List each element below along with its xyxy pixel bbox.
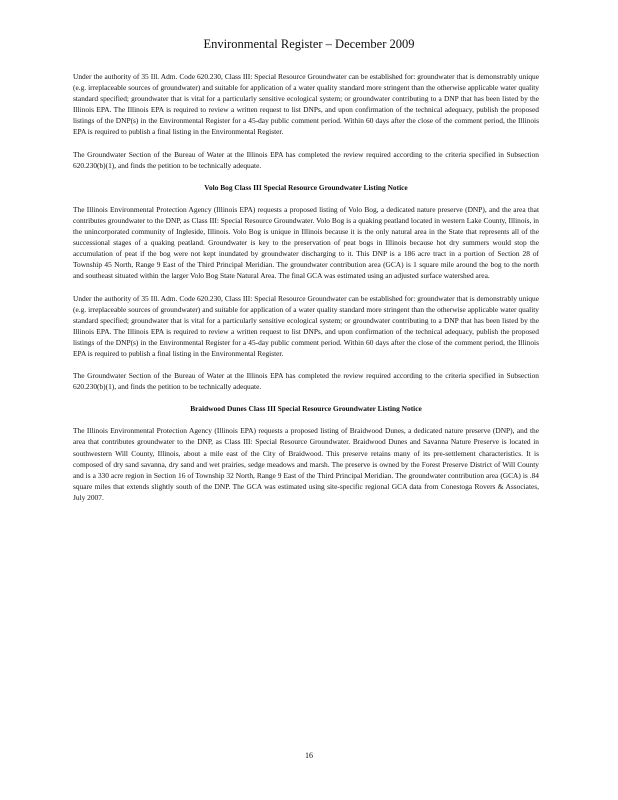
paragraph-volo-bog: The Illinois Environmental Protection Agency (Illinois EPA) requests a proposed listing of Volo Bog, a dedicated nature preserve (DNP), and the area that contributes groundwater to the DNP, as Class III: Special Resource Groundwater. Volo Bog is a quaking peatland located in western Lake County, Illinois, in the unincorporated community of Ingleside, Illinois. Volo Bog is unique in Illinois because it is the only natural area in the State that represents all of the successional stages of a quaking peatland. Groundwater is key to the preservation of peat bogs in Illinois because hot dry summers would stop the accumulation of peat if the bog were not kept inundated by groundwater discharging to it. This DNP is a 186 acre tract in a portion of Section 28 of Township 45 North, Range 9 East of the Third Principal Meridian. The groundwater contribution area (GCA) is 1 square mile around the bog to the north and southeast situated within the larger Volo Bog State Natural Area. The final GCA was estimated using an adjusted surface watershed area. [73, 204, 539, 281]
heading-braidwood-dunes: Braidwood Dunes Class III Special Resource Groundwater Listing Notice [190, 404, 422, 414]
page-header: Environmental Register – December 2009 [203, 37, 415, 51]
page-number: 16 [305, 751, 313, 760]
paragraph-authority-1: Under the authority of 35 Ill. Adm. Code 620.230, Class III: Special Resource Groundwater can be established for: groundwater that is demonstrably unique (e.g. irreplaceable sources of groundwater) and suitable for application of a water quality standard more stringent than the otherwise applicable water quality standard specified; groundwater that is vital for a particularly sensitive ecological system; or groundwater contributing to a DNP that has been listed by the Illinois EPA. The Illinois EPA is required to review a written request to list DNPs, and upon confirmation of the technical adequacy, publish the proposed listings of the DNP(s) in the Environmental Register for a 45-day public comment period. Within 60 days after the close of the comment period, the Illinois EPA is required to publish a final listing in the Environmental Register. [73, 72, 539, 137]
document-body [73, 71, 539, 514]
heading-volo-bog: Volo Bog Class III Special Resource Groundwater Listing Notice [204, 182, 408, 192]
paragraph-authority-2: Under the authority of 35 Ill. Adm. Code 620.230, Class III: Special Resource Groundwater can be established for: groundwater that is demonstrably unique (e.g. irreplaceable sources of groundwater) and suitable for application of a water quality standard more stringent than the otherwise applicable water quality standard specified; groundwater that is vital for a particularly sensitive ecological system; or groundwater contributing to a DNP that has been listed by the Illinois EPA. The Illinois EPA is required to review a written request to list DNPs, and upon confirmation of the technical adequacy, publish the proposed listings of the DNP(s) in the Environmental Register for a 45-day public comment period. Within 60 days after the close of the comment period, the Illinois EPA is required to publish a final listing in the Environmental Register. [73, 293, 539, 358]
paragraph-review-1: The Groundwater Section of the Bureau of Water at the Illinois EPA has completed the review required according to the criteria specified in Subsection 620.230(b)(1), and finds the petition to be technically adequate. [73, 149, 539, 170]
paragraph-review-2: The Groundwater Section of the Bureau of Water at the Illinois EPA has completed the review required according to the criteria specified in Subsection 620.230(b)(1), and finds the petition to be technically adequate. [73, 371, 539, 392]
paragraph-braidwood-dunes: The Illinois Environmental Protection Agency (Illinois EPA) requests a proposed listing of Braidwood Dunes, a dedicated nature preserve (DNP), and the area that contributes groundwater to the DNP, as Class III: Special Resource Groundwater. Braidwood Dunes and Savanna Nature Preserve is located in southwestern Will County, Illinois, about a mile east of the City of Braidwood. This preserve retains many of its pre-settlement characteristics. It is composed of dry sand savanna, dry sand and wet prairies, sedge meadows and marsh. The preserve is owned by the Forest Preserve District of Will County and is a 330 acre region in Section 16 of Township 32 North, Range 9 East of the Third Principal Meridian. The groundwater contribution area (GCA) is .84 square miles that extends slightly south of the DNP. The GCA was estimated using site-specific regional GCA data from Conestoga Rovers & Associates, July 2007. [73, 426, 539, 502]
